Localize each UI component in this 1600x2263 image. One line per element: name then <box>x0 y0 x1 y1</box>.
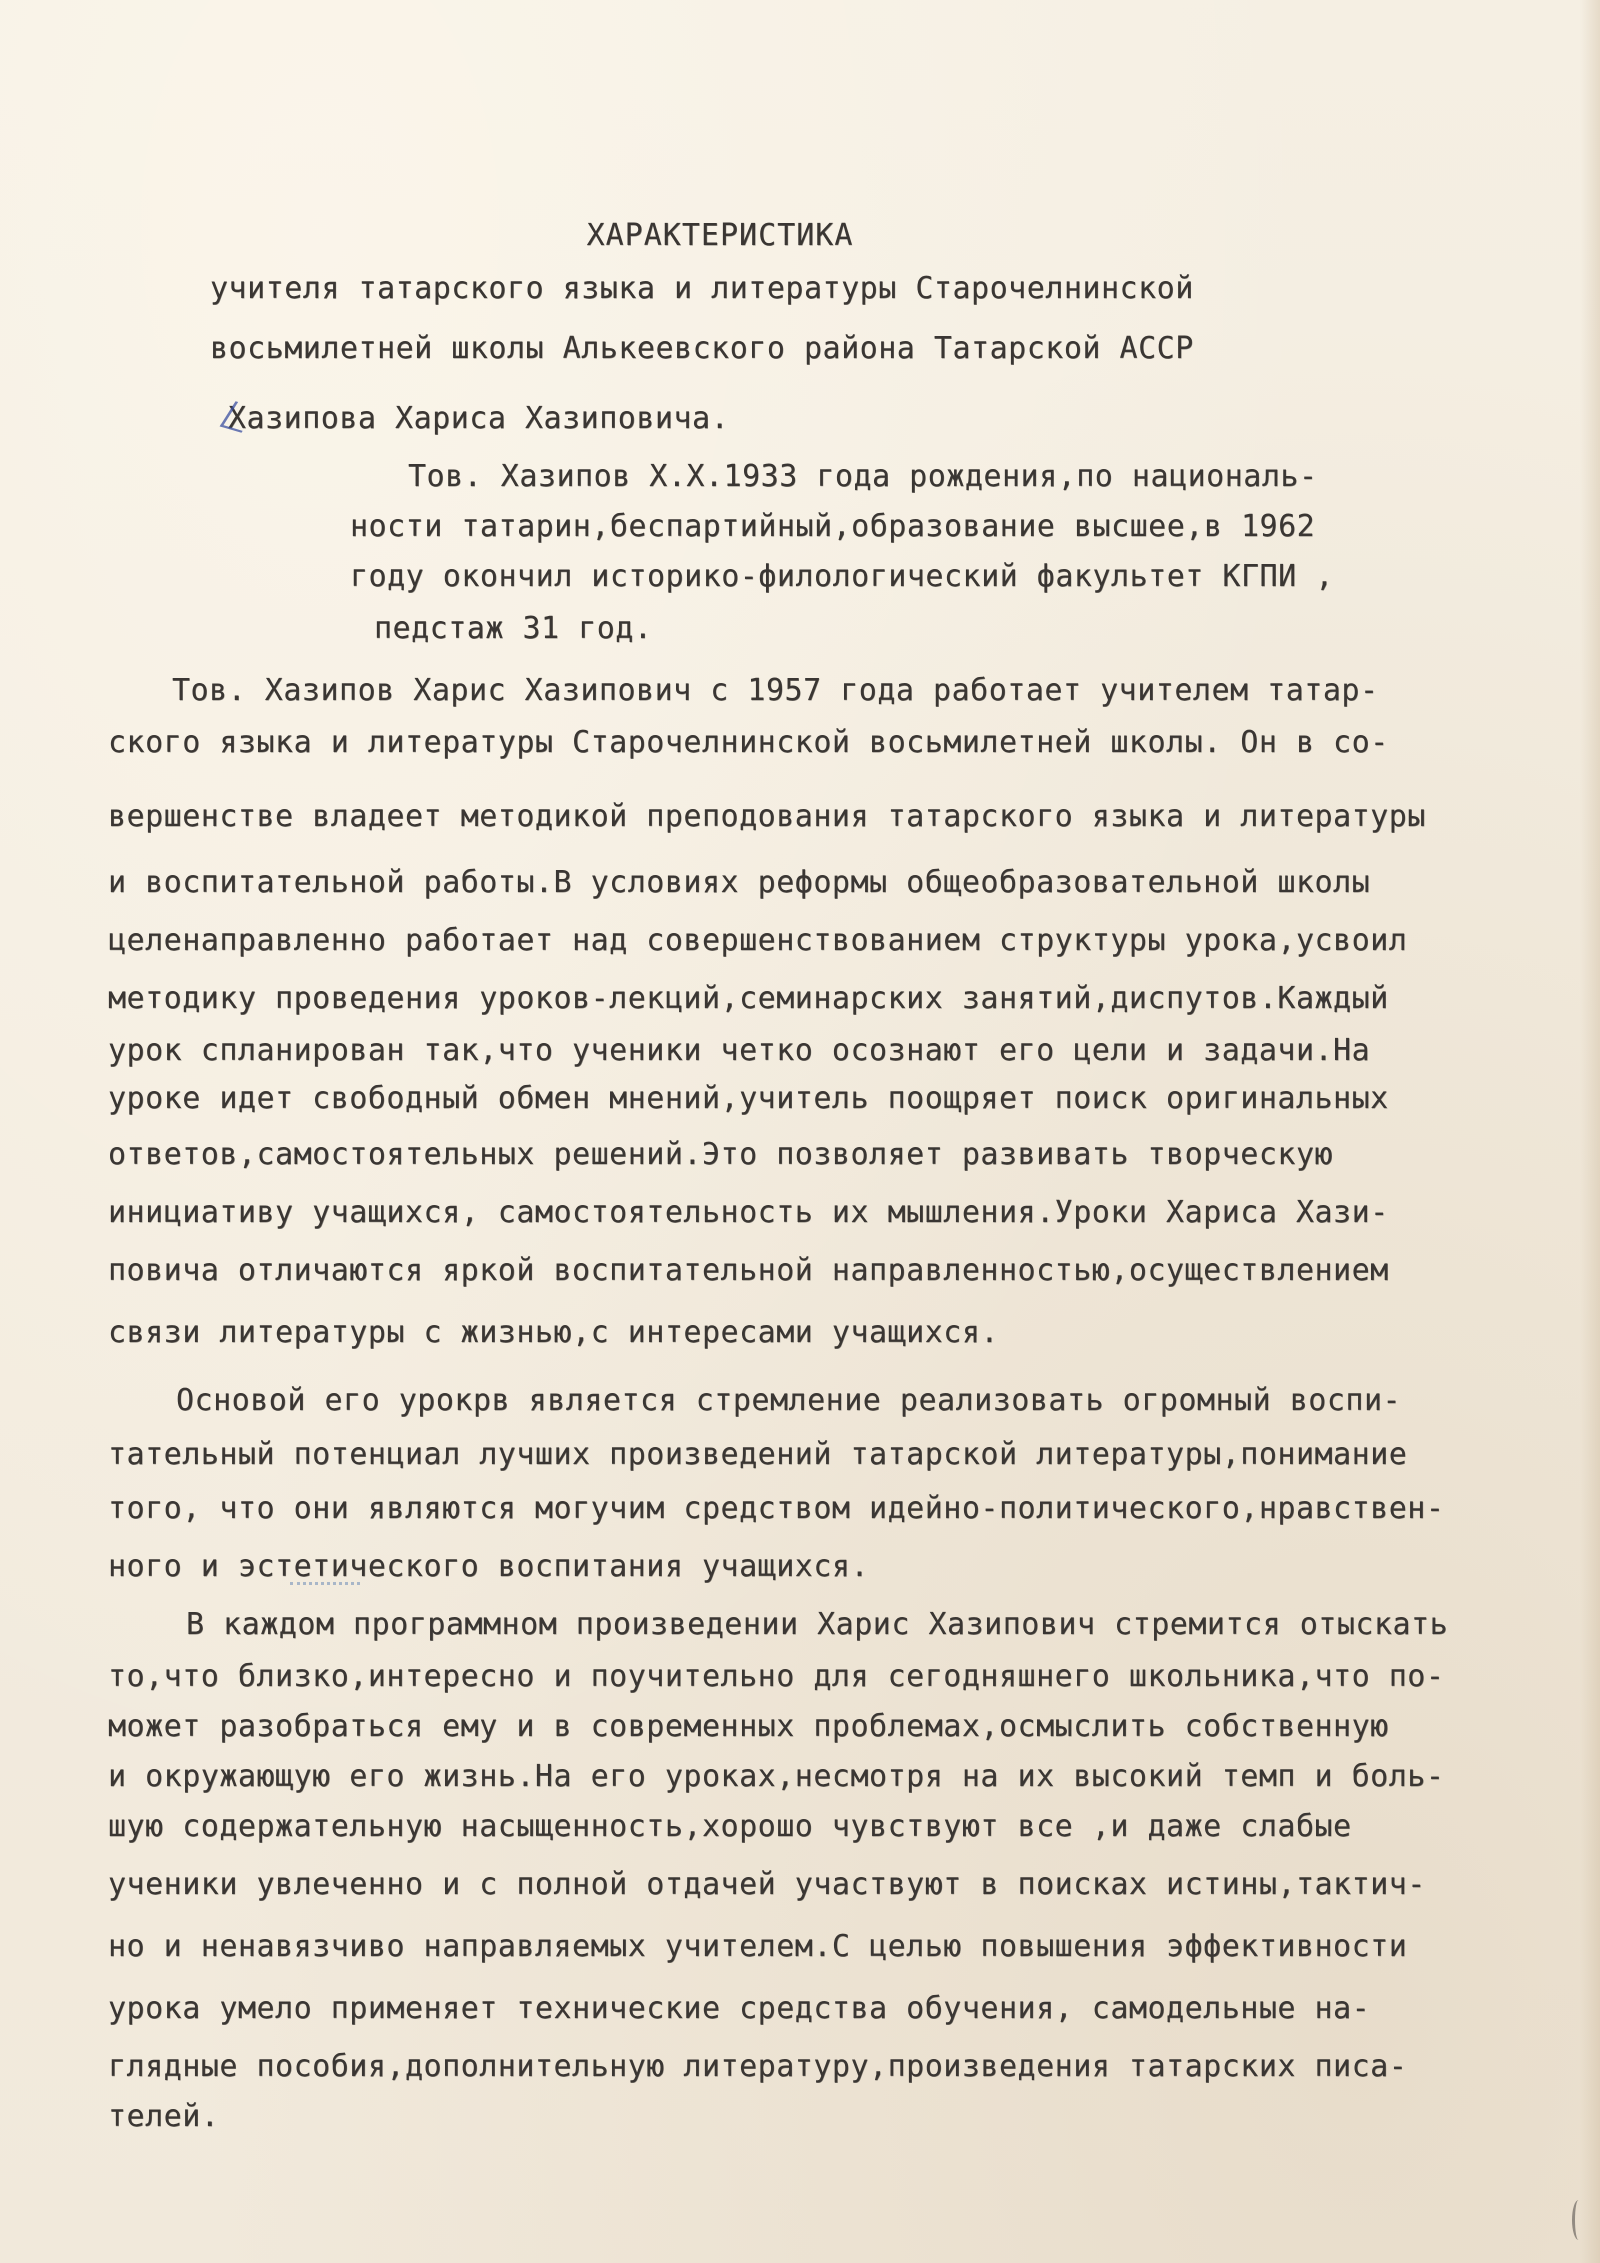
body-line-16: ного и эстетического воспитания учащихся. <box>108 1549 870 1584</box>
body-line-10: инициативу учащихся, самостоятельность их мышления.Уроки Хариса Хази- <box>108 1195 1389 1230</box>
body-line-21: шую содержательную насыщенность,хорошо чувствуют все ,и даже слабые <box>108 1809 1352 1844</box>
body-line-19: может разобраться ему и в современных проблемах,осмыслить собственную <box>108 1709 1389 1744</box>
body-line-5: целенаправленно работает над совершенствованием структуры урока,усвоил <box>108 923 1408 958</box>
body-line-3: вершенстве владеет методикой преподования татарского языка и литературы <box>108 799 1426 834</box>
body-line-24: урока умело применяет технические средства обучения, самодельные на- <box>108 1991 1371 2026</box>
body-line-7: урок спланирован так,что ученики четко осознают его цели и задачи.На <box>108 1033 1371 1068</box>
body-line-25: глядные пособия,дополнительную литературу,произведения татарских писа- <box>108 2049 1408 2084</box>
body-line-8: уроке идет свободный обмен мнений,учитель поощряет поиск оригинальных <box>108 1081 1389 1116</box>
body-line-23: но и ненавязчиво направляемых учителем.С целью повышения эффективности <box>108 1929 1408 1964</box>
body-line-13: Основой его урокрв является стремление реализовать огромный воспи- <box>176 1383 1402 1418</box>
body-line-18: то,что близко,интересно и поучительно для сегодняшнего школьника,что по- <box>108 1659 1445 1694</box>
body-line-4: и воспитательной работы.В условиях реформы общеобразовательной школы <box>108 865 1371 900</box>
edge-mark <box>1572 2200 1585 2240</box>
body-line-2: ского языка и литературы Старочелнинской восьмилетней школы. Он в со- <box>108 725 1389 760</box>
body-line-17: В каждом программном произведении Харис Хазипович стремится отыскать <box>186 1607 1449 1642</box>
body-line-15: того, что они являются могучим средством идейно-политического,нравствен- <box>108 1491 1445 1526</box>
intro-line-4: педстаж 31 год. <box>374 611 653 646</box>
subtitle-line-3: Хазипова Хариса Хазиповича. <box>228 401 730 436</box>
body-line-6: методику проведения уроков-лекций,семинарских занятий,диспутов.Каждый <box>108 981 1389 1016</box>
document-title: ХАРАКТЕРИСТИКА <box>586 218 854 253</box>
body-line-20: и окружающую его жизнь.На его уроках,несмотря на их высокий темп и боль- <box>108 1759 1445 1794</box>
intro-line-2: ности татарин,беспартийный,образование высшее,в 1962 <box>350 509 1316 544</box>
subtitle-line-1: учителя татарского языка и литературы Старочелнинской <box>210 271 1194 306</box>
body-line-26: телей. <box>108 2099 220 2134</box>
body-line-12: связи литературы с жизнью,с интересами учащихся. <box>108 1315 999 1350</box>
intro-line-1: Тов. Хазипов Х.Х.1933 года рождения,по националь- <box>408 459 1318 494</box>
pencil-mark <box>290 1582 360 1595</box>
intro-line-3: году окончил историко-филологический факультет КГПИ , <box>350 559 1334 594</box>
body-line-1: Тов. Хазипов Харис Хазипович с 1957 года работает учителем татар- <box>172 673 1379 708</box>
body-line-11: повича отличаются яркой воспитательной направленностью,осуществлением <box>108 1253 1389 1288</box>
body-line-14: тательный потенциал лучших произведений татарской литературы,понимание <box>108 1437 1408 1472</box>
body-line-9: ответов,самостоятельных решений.Это позволяет развивать творческую <box>108 1137 1334 1172</box>
subtitle-line-2: восьмилетней школы Алькеевского района Татарской АССР <box>210 331 1194 366</box>
body-line-22: ученики увлеченно и с полной отдачей участвуют в поисках истины,тактич- <box>108 1867 1426 1902</box>
